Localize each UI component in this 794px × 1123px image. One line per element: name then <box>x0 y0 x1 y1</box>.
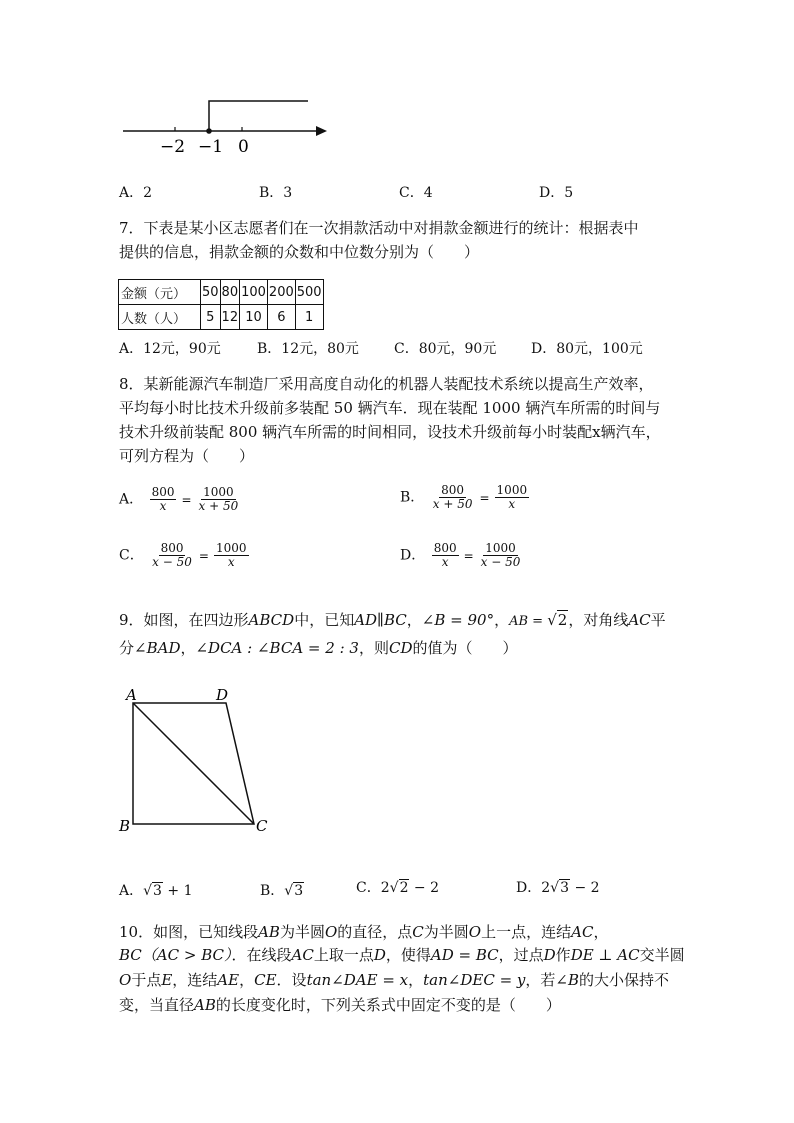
table-cell: 1 <box>295 305 323 330</box>
table-cell: 6 <box>267 305 295 330</box>
q10-stem-line2: BC（AC > BC）．在线段AC上取一点D，使得AD = BC，过点D作DE ⊥ AC交半圆 <box>119 946 685 964</box>
q6-option-c: C．4 <box>399 185 433 201</box>
q9-option-d: D．2√3 − 2 <box>516 880 600 896</box>
table-cell: 100 <box>240 280 268 305</box>
table-row <box>119 280 324 305</box>
vertex-label-b: B <box>119 817 131 835</box>
vertex-label-d: D <box>216 686 229 704</box>
q8-option-c: C． $\frac{800}{x - 50}$ = $\frac{1000}{x}$ <box>119 541 247 569</box>
q6-option-d: D．5 <box>539 185 574 201</box>
table-cell: 500 <box>295 280 323 305</box>
donation-table <box>118 279 324 330</box>
q8-option-a: A． $\frac{800}{x}$ = $\frac{1000}{x + 50}$ <box>119 485 239 513</box>
q8-stem-line1: 8．某新能源汽车制造厂采用高度自动化的机器人装配技术系统以提高生产效率， <box>119 375 654 393</box>
q9-option-c: C．2√2 − 2 <box>356 880 440 896</box>
table-cell: 10 <box>240 305 268 330</box>
q7-option-b: B．12元，80元 <box>257 341 359 357</box>
table-cell: 12 <box>220 305 240 330</box>
q9-option-a: A．√3 + 1 <box>119 883 193 899</box>
tick-label-0: 0 <box>238 137 249 157</box>
vertex-label-c: C <box>256 817 268 835</box>
q8-stem-line2: 平均每小时比技术升级前多装配 50 辆汽车．现在装配 1000 辆汽车所需的时间与 <box>119 399 661 417</box>
tick-label-minus-1: −1 <box>198 137 224 157</box>
q7-stem-line2: 提供的信息，捐款金额的众数和中位数分别为（ ） <box>119 243 480 261</box>
q8-stem-line3: 技术升级前装配 800 辆汽车所需的时间相同，设技术升级前每小时装配x辆汽车， <box>119 423 661 441</box>
q9-option-b: B．√3 <box>260 883 304 899</box>
axis-arrow-icon <box>316 126 327 136</box>
q8-option-d: D． $\frac{800}{x}$ = $\frac{1000}{x - 50}$ <box>400 541 521 569</box>
solution-ray <box>209 101 308 131</box>
vertex-label-a: A <box>126 686 137 704</box>
diagonal-ac <box>133 703 254 824</box>
q6-option-a: A．2 <box>119 185 153 201</box>
table-cell: 5 <box>201 305 221 330</box>
table-cell: 金额（元） <box>119 280 201 305</box>
q9-stem-line1: 9．如图，在四边形ABCD中，已知AD∥BC，∠B = 90°，AB = √2，对角线AC平 <box>119 611 666 629</box>
q7-option-a: A．12元，90元 <box>119 341 221 357</box>
number-line-figure <box>115 90 335 165</box>
q10-stem-line1: 10．如图，已知线段AB为半圆O的直径，点C为半圆O上一点，连结AC， <box>119 923 609 941</box>
quadrilateral-figure <box>112 682 282 837</box>
table-cell: 200 <box>267 280 295 305</box>
table-cell: 50 <box>201 280 221 305</box>
q10-stem-line3: O于点E，连结AE，CE．设tan∠DAE = x，tan∠DEC = y，若∠B的大小保持不 <box>119 971 670 989</box>
q7-option-d: D．80元，100元 <box>531 341 643 357</box>
q7-option-c: C．80元，90元 <box>394 341 497 357</box>
q8-stem-line4: 可列方程为（ ） <box>119 447 255 465</box>
table-cell: 人数（人） <box>119 305 201 330</box>
table-cell: 80 <box>220 280 240 305</box>
q8-option-b: B． $\frac{800}{x + 50}$ = $\frac{1000}{x}$ <box>400 483 528 511</box>
q7-stem-line1: 7．下表是某小区志愿者们在一次捐款活动中对捐款金额进行的统计：根据表中 <box>119 219 639 237</box>
q10-stem-line4: 变，当直径AB的长度变化时，下列关系式中固定不变的是（ ） <box>119 996 561 1014</box>
table-row <box>119 305 324 330</box>
q9-stem-line2: 分∠BAD，∠DCA : ∠BCA = 2 : 3，则CD的值为（ ） <box>119 639 518 657</box>
q6-option-b: B．3 <box>259 185 293 201</box>
tick-label-minus-2: −2 <box>160 137 186 157</box>
